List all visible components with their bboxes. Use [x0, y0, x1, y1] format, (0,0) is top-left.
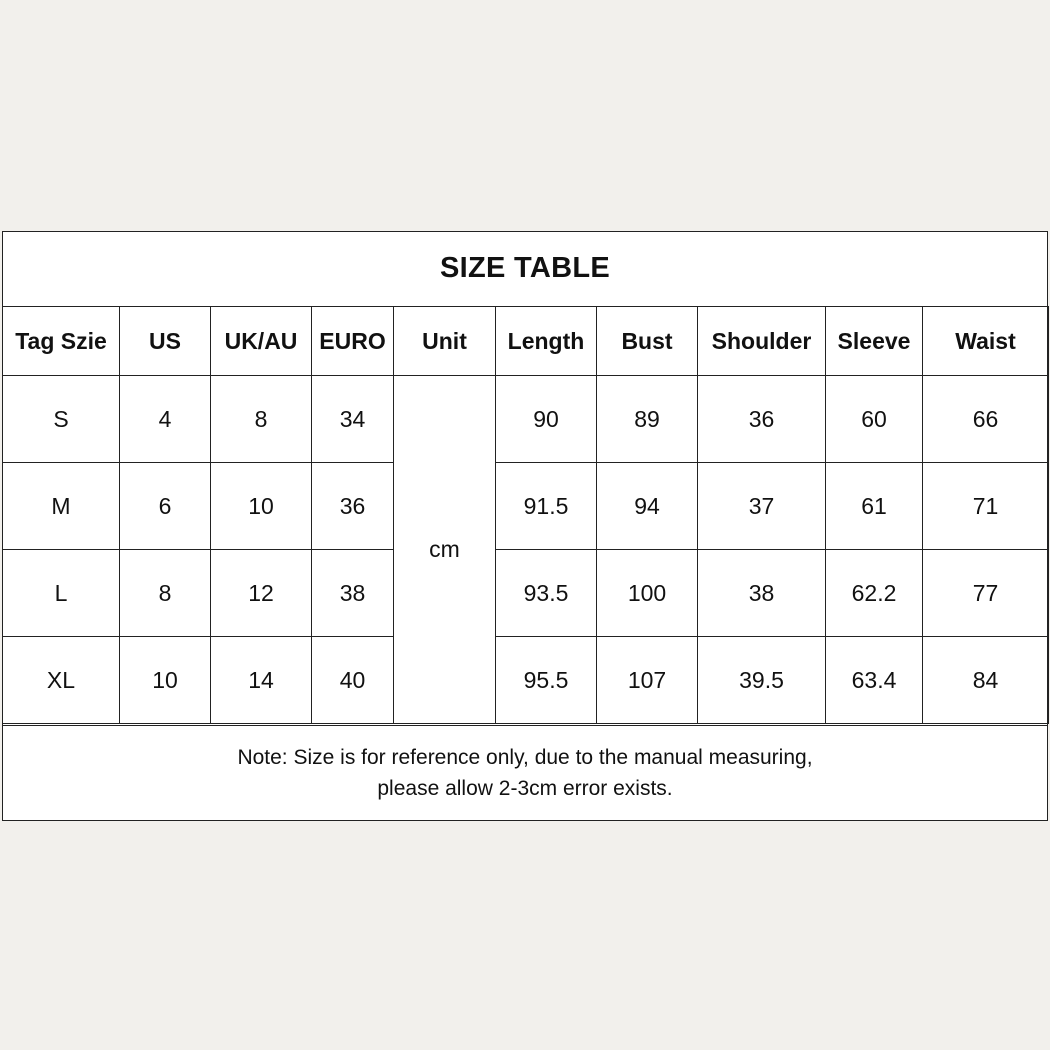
header-uk-au: UK/AU [211, 307, 312, 376]
cell-length: 93.5 [496, 550, 597, 637]
cell-uk-au: 10 [211, 463, 312, 550]
cell-sleeve: 63.4 [826, 637, 923, 724]
cell-waist: 84 [923, 637, 1049, 724]
note-divider [2, 725, 1048, 726]
title-divider [2, 306, 1048, 307]
cell-tag-size: L [3, 550, 120, 637]
header-sleeve: Sleeve [826, 307, 923, 376]
cell-tag-size: M [3, 463, 120, 550]
table-row [3, 637, 1049, 724]
note-line-1: Note: Size is for reference only, due to the manual measuring, [237, 746, 813, 769]
cell-bust: 89 [597, 376, 698, 463]
cell-us: 4 [120, 376, 211, 463]
cell-shoulder: 39.5 [698, 637, 826, 724]
cell-shoulder: 37 [698, 463, 826, 550]
cell-us: 8 [120, 550, 211, 637]
cell-length: 91.5 [496, 463, 597, 550]
table-row [3, 550, 1049, 637]
cell-sleeve: 61 [826, 463, 923, 550]
cell-sleeve: 60 [826, 376, 923, 463]
cell-euro: 38 [312, 550, 394, 637]
table-title: SIZE TABLE [439, 252, 611, 284]
cell-bust: 94 [597, 463, 698, 550]
cell-uk-au: 8 [211, 376, 312, 463]
cell-shoulder: 36 [698, 376, 826, 463]
cell-euro: 36 [312, 463, 394, 550]
cell-bust: 100 [597, 550, 698, 637]
cell-tag-size: S [3, 376, 120, 463]
cell-tag-size: XL [3, 637, 120, 724]
header-row [3, 307, 1049, 376]
header-length: Length [496, 307, 597, 376]
header-euro: EURO [312, 307, 394, 376]
cell-waist: 66 [923, 376, 1049, 463]
header-tag-size: Tag Szie [3, 307, 120, 376]
header-us: US [120, 307, 211, 376]
table-row [3, 376, 1049, 463]
cell-length: 95.5 [496, 637, 597, 724]
cell-us: 6 [120, 463, 211, 550]
cell-shoulder: 38 [698, 550, 826, 637]
header-unit: Unit [394, 307, 496, 376]
cell-bust: 107 [597, 637, 698, 724]
note-line-2: please allow 2-3cm error exists. [377, 777, 673, 800]
measurement-note [2, 725, 1048, 821]
size-table [2, 306, 1049, 724]
size-table-card [2, 231, 1048, 821]
cell-waist: 77 [923, 550, 1049, 637]
cell-uk-au: 12 [211, 550, 312, 637]
cell-euro: 34 [312, 376, 394, 463]
cell-length: 90 [496, 376, 597, 463]
cell-sleeve: 62.2 [826, 550, 923, 637]
cell-us: 10 [120, 637, 211, 724]
header-shoulder: Shoulder [698, 307, 826, 376]
header-waist: Waist [923, 307, 1049, 376]
table-row [3, 463, 1049, 550]
cell-unit: cm [394, 376, 496, 724]
cell-waist: 71 [923, 463, 1049, 550]
cell-uk-au: 14 [211, 637, 312, 724]
cell-euro: 40 [312, 637, 394, 724]
header-bust: Bust [597, 307, 698, 376]
